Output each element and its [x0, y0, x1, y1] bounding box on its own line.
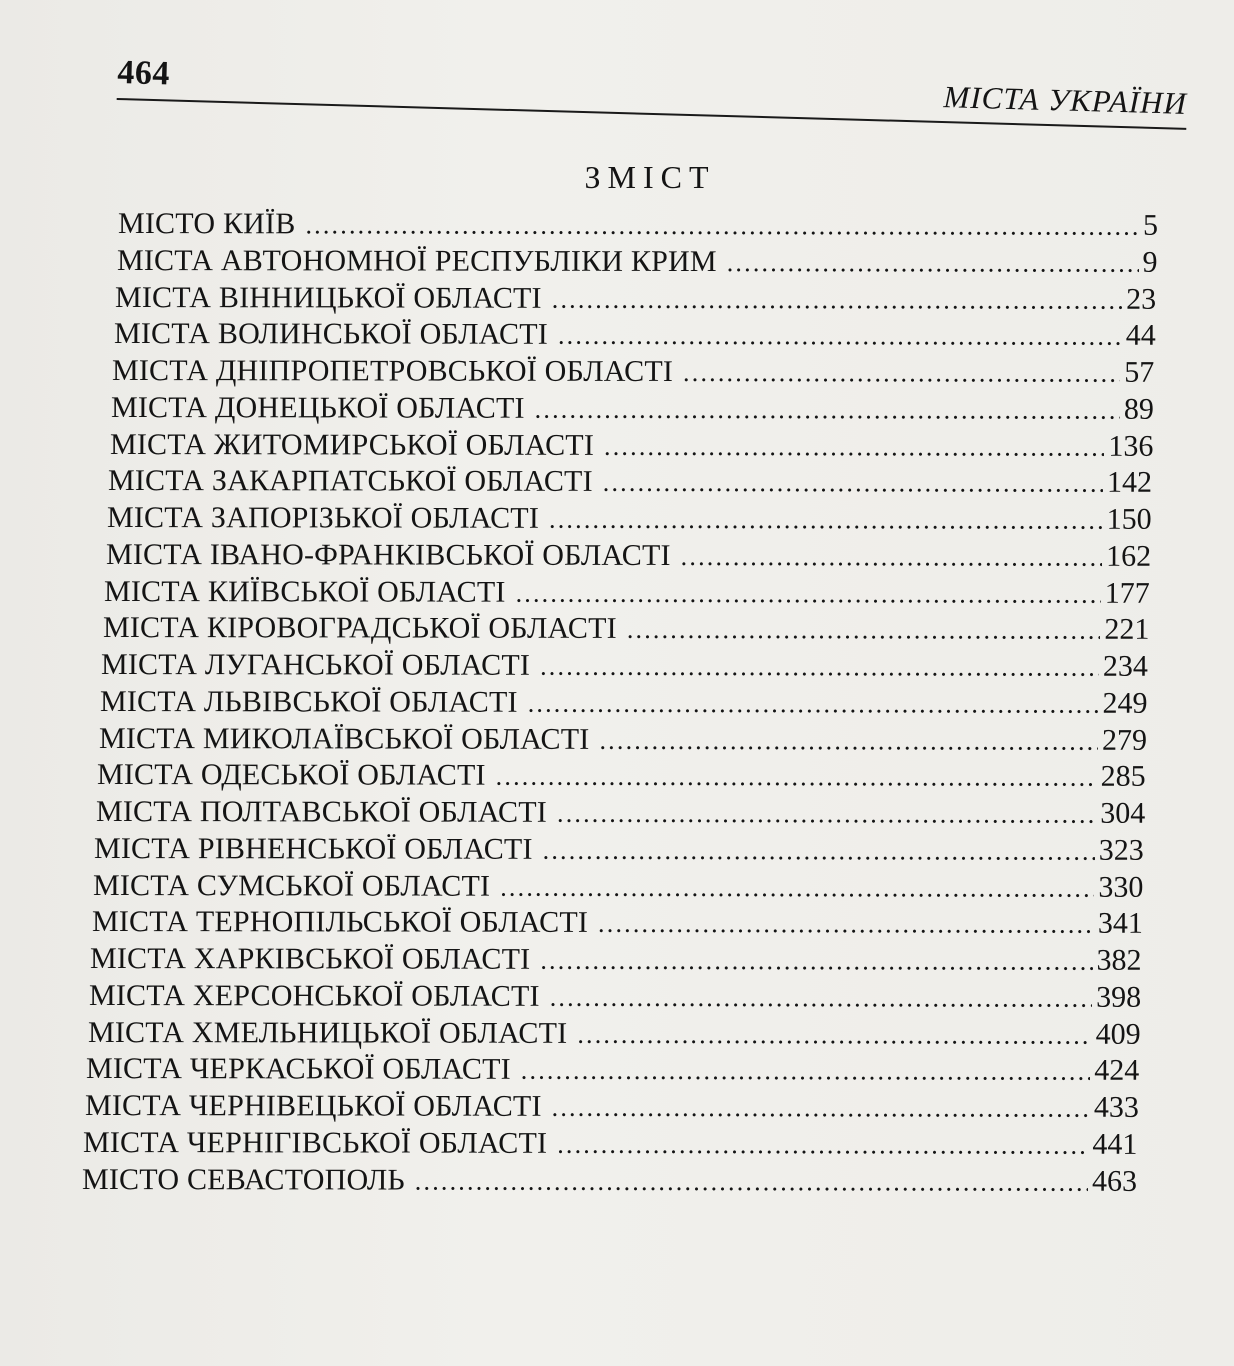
toc-entry: [92, 905, 1143, 942]
toc-entry: [106, 538, 1151, 575]
toc-entry-title: МІСТА ПОЛТАВСЬКОЇ ОБЛАСТІ: [95, 795, 547, 829]
running-title: МІСТА УКРАЇНИ: [943, 79, 1188, 121]
toc-entry: [100, 685, 1148, 722]
toc-heading: ЗМІСТ: [584, 159, 716, 196]
toc-entry: [88, 1016, 1141, 1053]
toc-entry: [114, 317, 1156, 354]
toc-entry: [115, 281, 1156, 318]
toc-entry-title: МІСТА ДНІПРОПЕТРОВСЬКОЇ ОБЛАСТІ: [112, 354, 674, 388]
toc-entry-title: МІСТА РІВНЕНСЬКОЇ ОБЛАСТІ: [94, 831, 534, 866]
toc-entry-title: МІСТА ХМЕЛЬНИЦЬКОЇ ОБЛАСТІ: [87, 1015, 567, 1050]
toc-entry-title: МІСТА ВІННИЦЬКОЇ ОБЛАСТІ: [115, 280, 543, 315]
toc-dot-leader: [558, 1128, 1089, 1163]
toc-entry-title: МІСТА КИЇВСЬКОЇ ОБЛАСТІ: [104, 574, 506, 609]
toc-dot-leader: [604, 429, 1104, 464]
toc-entry-page: 341: [1097, 907, 1143, 941]
toc-entry-page: 162: [1105, 539, 1151, 573]
toc-entry: [82, 1163, 1137, 1200]
toc-entry: [108, 464, 1152, 501]
toc-entry-title: МІСТА ХАРКІВСЬКОЇ ОБЛАСТІ: [90, 942, 531, 976]
toc-entry-page: 323: [1099, 833, 1145, 867]
toc-entry-page: 136: [1108, 429, 1154, 463]
toc-entry: [103, 611, 1149, 648]
toc-dot-leader: [551, 1091, 1089, 1126]
toc-entry: [118, 207, 1158, 244]
toc-entry: [117, 244, 1158, 281]
toc-entry: [93, 869, 1143, 906]
toc-entry-page: 433: [1093, 1090, 1139, 1124]
toc-entry-title: МІСТА АВТОНОМНОЇ РЕСПУБЛІКИ КРИМ: [116, 243, 717, 278]
toc-entry-title: МІСТА ВОЛИНСЬКОЇ ОБЛАСТІ: [113, 317, 548, 352]
toc-entry-page: 177: [1104, 576, 1150, 610]
toc-dot-leader: [540, 650, 1099, 685]
toc-entry-page: 44: [1125, 319, 1156, 353]
toc-dot-leader: [627, 613, 1101, 648]
toc-dot-leader: [500, 870, 1094, 905]
toc-entry: [94, 832, 1144, 869]
toc-dot-leader: [598, 907, 1094, 942]
toc-dot-leader: [552, 282, 1122, 317]
toc-entry: [112, 354, 1154, 391]
toc-entry-page: 89: [1123, 392, 1154, 426]
toc-entry-page: 285: [1100, 760, 1146, 794]
toc-entry-title: МІСТА ЧЕРКАСЬКОЇ ОБЛАСТІ: [86, 1052, 511, 1086]
toc-entry-page: 221: [1104, 612, 1150, 647]
toc-entry: [110, 428, 1154, 465]
toc-entry-page: 409: [1095, 1017, 1141, 1051]
toc-entry: [90, 942, 1142, 979]
toc-entry-page: 57: [1124, 355, 1155, 389]
toc-entry-title: МІСТА ЗАПОРІЗЬКОЇ ОБЛАСТІ: [106, 501, 539, 535]
toc-entry-page: 234: [1103, 649, 1149, 683]
toc-entry-page: 330: [1098, 870, 1144, 904]
toc-entry-title: МІСТА ЛУГАНСЬКОЇ ОБЛАСТІ: [101, 648, 531, 682]
toc-entry-title: МІСТА ЖИТОМИРСЬКОЇ ОБЛАСТІ: [109, 427, 594, 462]
toc-dot-leader: [543, 834, 1095, 869]
toc-dot-leader: [599, 723, 1098, 758]
toc-entry-page: 441: [1092, 1127, 1138, 1161]
toc-entry-title: МІСТА ЛЬВІВСЬКОЇ ОБЛАСТІ: [99, 684, 518, 719]
toc-entry-page: 398: [1096, 980, 1142, 1014]
toc-entry-title: МІСТА ТЕРНОПІЛЬСЬКОЇ ОБЛАСТІ: [91, 905, 588, 940]
toc-entry-title: МІСТО КИЇВ: [117, 207, 296, 241]
toc-entry-page: 382: [1096, 943, 1142, 977]
toc-entry-title: МІСТА ЗАКАРПАТСЬКОЇ ОБЛАСТІ: [108, 464, 594, 499]
page-number: 464: [116, 53, 171, 93]
toc-entry: [86, 1052, 1139, 1089]
toc-dot-leader: [516, 576, 1101, 611]
toc-entry-title: МІСТА ХЕРСОНСЬКОЇ ОБЛАСТІ: [88, 978, 540, 1013]
toc-dot-leader: [521, 1054, 1091, 1089]
toc-dot-leader: [535, 392, 1120, 427]
toc-entry: [89, 979, 1141, 1016]
toc-dot-leader: [577, 1017, 1091, 1052]
toc-entry-page: 9: [1142, 245, 1158, 279]
toc-entry: [111, 391, 1154, 428]
toc-entry-page: 249: [1102, 686, 1148, 720]
toc-entry: [107, 501, 1152, 538]
toc-entry-title: МІСТА ЧЕРНІГІВСЬКОЇ ОБЛАСТІ: [83, 1125, 548, 1160]
toc-dot-leader: [603, 466, 1103, 501]
toc-entry-title: МІСТА КІРОВОГРАДСЬКОЇ ОБЛАСТІ: [102, 611, 617, 646]
toc-entry-page: 142: [1107, 465, 1153, 500]
toc-entry-page: 5: [1142, 208, 1159, 242]
toc-entry: [85, 1089, 1139, 1126]
toc-entry: [83, 1126, 1137, 1163]
toc-entry-title: МІСТА ОДЕСЬКОЇ ОБЛАСТІ: [97, 758, 486, 792]
toc-entry-page: 304: [1100, 796, 1146, 830]
toc-entry: [96, 795, 1145, 832]
toc-entry-title: МІСТА МИКОЛАЇВСЬКОЇ ОБЛАСТІ: [98, 721, 590, 756]
toc-entry: [101, 648, 1148, 685]
toc-dot-leader: [541, 944, 1093, 979]
toc-entry: [99, 722, 1147, 759]
toc-dot-leader: [549, 503, 1103, 538]
toc-dot-leader: [415, 1164, 1088, 1199]
toc-entry-title: МІСТО СЕВАСТОПОЛЬ: [81, 1162, 405, 1197]
toc-dot-leader: [680, 540, 1102, 575]
toc-entry: [97, 758, 1146, 795]
toc-entry-title: МІСТА СУМСЬКОЇ ОБЛАСТІ: [93, 868, 491, 903]
toc-entry-title: МІСТА ІВАНО-ФРАНКІВСЬКОЇ ОБЛАСТІ: [105, 537, 671, 572]
toc-entry-page: 279: [1101, 723, 1147, 757]
toc-entry-title: МІСТА ЧЕРНІВЕЦЬКОЇ ОБЛАСТІ: [84, 1089, 542, 1123]
toc-dot-leader: [726, 246, 1138, 281]
toc-entry-page: 463: [1091, 1164, 1138, 1198]
toc-entry-page: 424: [1094, 1054, 1140, 1088]
toc-dot-leader: [558, 319, 1122, 354]
running-head: [116, 52, 1187, 142]
toc-entry-page: 23: [1126, 282, 1157, 316]
toc-entry-title: МІСТА ДОНЕЦЬКОЇ ОБЛАСТІ: [111, 390, 525, 425]
toc-dot-leader: [683, 356, 1120, 391]
toc-entry-page: 150: [1106, 502, 1152, 536]
toc-dot-leader: [305, 208, 1139, 243]
toc-dot-leader: [550, 981, 1092, 1016]
toc-entry: [104, 575, 1150, 612]
toc-dot-leader: [496, 760, 1097, 795]
toc-dot-leader: [557, 797, 1096, 832]
toc-dot-leader: [528, 686, 1099, 721]
